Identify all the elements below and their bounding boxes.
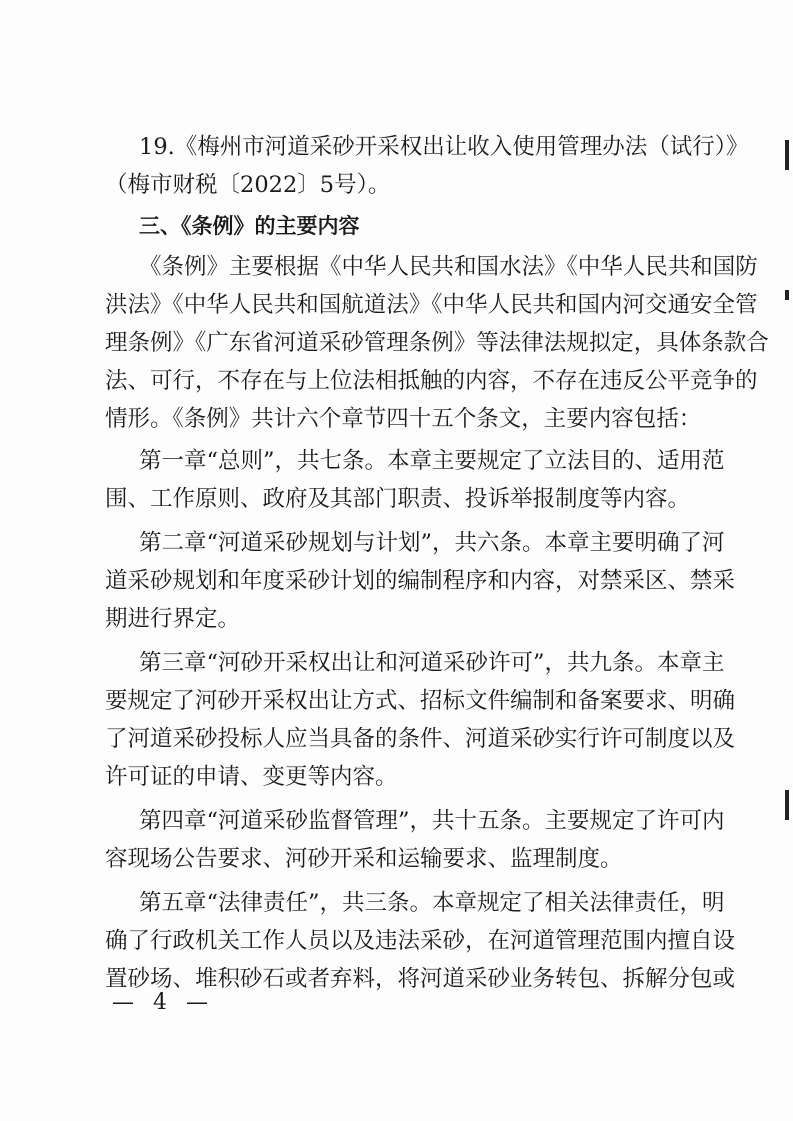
binding-mark bbox=[785, 290, 789, 300]
text-line: 确了行政机关工作人员以及违法采砂，在河道管理范围内擅自设 bbox=[105, 928, 736, 954]
text-line: 置砂场、堆积砂石或者弃料，将河道采砂业务转包、拆解分包或 bbox=[105, 966, 736, 992]
text-line: 许可证的申请、变更等内容。 bbox=[105, 764, 398, 790]
page-number: — 4 — bbox=[112, 990, 214, 1015]
text-line: 第三章“河砂开采权出让和河道采砂许可”，共九条。本章主 bbox=[139, 650, 725, 676]
text-line: 容现场公告要求、河砂开采和运输要求、监理制度。 bbox=[105, 846, 623, 872]
binding-mark bbox=[785, 790, 789, 820]
text-line: 道采砂规划和年度采砂计划的编制程序和内容，对禁采区、禁采 bbox=[105, 568, 736, 594]
text-line: 第四章“河道采砂监督管理”，共十五条。主要规定了许可内 bbox=[139, 808, 725, 834]
text-line: 洪法》《中华人民共和国航道法》《中华人民共和国内河交通安全管 bbox=[105, 292, 758, 318]
text-line: 法、可行，不存在与上位法相抵触的内容，不存在违反公平竞争的 bbox=[105, 368, 758, 394]
text-line: 第五章“法律责任”，共三条。本章规定了相关法律责任，明 bbox=[139, 890, 725, 916]
text-line: 第二章“河道采砂规划与计划”，共六条。本章主要明确了河 bbox=[139, 530, 725, 556]
text-line: 了河道采砂投标人应当具备的条件、河道采砂实行许可制度以及 bbox=[105, 726, 736, 752]
text-line: 围、工作原则、政府及其部门职责、投诉举报制度等内容。 bbox=[105, 486, 691, 512]
text-line: 要规定了河砂开采权出让方式、招标文件编制和备案要求、明确 bbox=[105, 688, 736, 714]
text-line: 期进行界定。 bbox=[105, 606, 241, 632]
text-line: 理条例》《广东省河道采砂管理条例》等法律法规拟定，具体条款合 bbox=[105, 330, 769, 356]
text-line: （梅市财税〔2022〕5号）。 bbox=[105, 172, 391, 198]
text-line: 《条例》主要根据《中华人民共和国水法》《中华人民共和国防 bbox=[139, 254, 758, 280]
section-heading: 三、《条例》的主要内容 bbox=[139, 214, 360, 238]
text-line: 第一章“总则”，共七条。本章主要规定了立法目的、适用范 bbox=[139, 448, 725, 474]
binding-mark bbox=[785, 140, 789, 170]
text-line: 19.《梅州市河道采砂开采权出让收入使用管理办法（试行）》 bbox=[139, 134, 749, 160]
text-line: 情形。《条例》共计六个章节四十五个条文，主要内容包括： bbox=[105, 406, 702, 432]
